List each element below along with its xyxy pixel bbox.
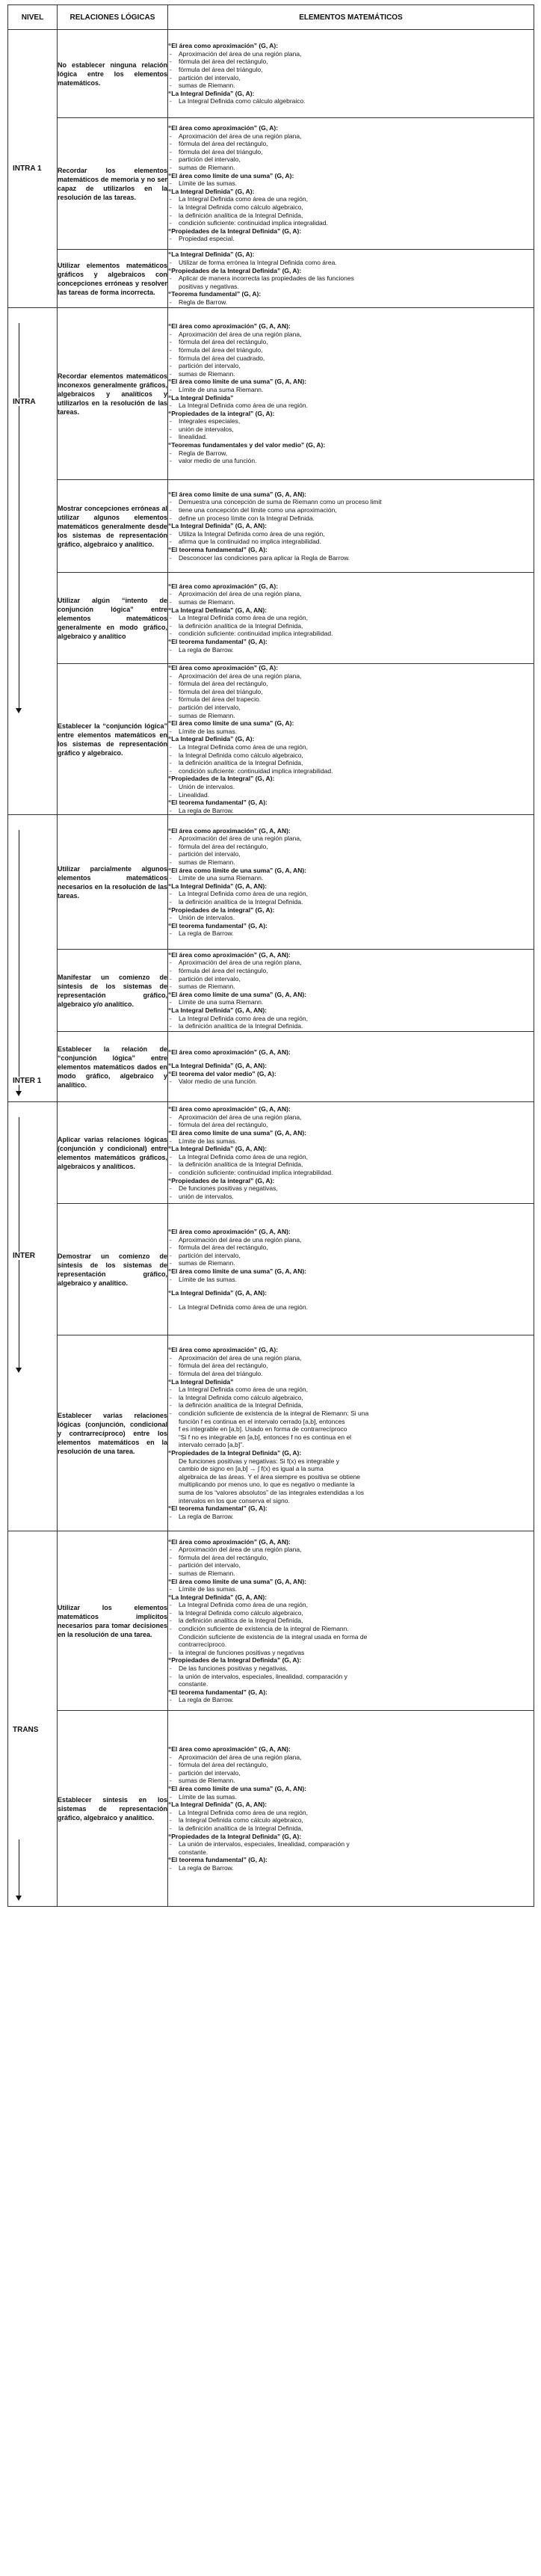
element-item: - La Integral Definida como área de una región, — [168, 1386, 534, 1394]
element-heading: “Propiedades de la Integral Definida” (G, A): — [168, 1832, 302, 1840]
relacion-logica-cell: Mostrar concepciones erróneas al utilizar algunos elementos matemáticos generalmente desde los sistemas de representación gráfico, algebraico y analítico. — [58, 480, 168, 573]
element-heading: “El área como aproximación” (G, A): — [168, 1346, 279, 1354]
element-item: - partición del intervalo, — [168, 1252, 534, 1260]
element-heading: “Teoremas fundamentales y del valor medio” (G, A): — [168, 441, 326, 449]
elementos-cell — [168, 250, 534, 308]
element-item: - Aplicar de manera incorrecta las propiedades de las funciones — [168, 274, 534, 283]
element-item: - La regla de Barrow. — [168, 1696, 534, 1704]
element-item: - partición del intervalo, — [168, 74, 534, 82]
element-item: - partición del intervalo, — [168, 850, 534, 858]
element-item: - La Integral Definida como área de una región, — [168, 1153, 534, 1161]
element-heading: “El área como aproximación” (G, A, AN): — [168, 950, 291, 959]
nivel-cell — [8, 308, 58, 815]
element-item: - la definición analítica de la Integral Definida, — [168, 622, 534, 630]
elementos-cell — [168, 573, 534, 664]
element-item: - la definición analítica de la Integral Definida, — [168, 759, 534, 767]
element-heading: “La Integral Definida” (G, A, AN): — [168, 1006, 268, 1014]
element-item: - La Integral Definida como área de una región, — [168, 1015, 534, 1023]
element-heading: “El área como aproximación” (G, A, AN): — [168, 1105, 291, 1113]
element-heading: “El área como límite de una suma” (G, A, AN): — [168, 1577, 306, 1585]
element-item: - afirma que la continuidad no implica integrabilidad. — [168, 538, 534, 546]
element-item: - La Integral Definida como área de una región, — [168, 1601, 534, 1609]
elementos-cell — [168, 1032, 534, 1102]
element-item: - La Integral Definida como área de una región, — [168, 743, 534, 751]
table-row — [8, 480, 534, 573]
element-item: - la definición analítica de la Integral Definida, — [168, 1161, 534, 1169]
element-item: - condición suficiente: continuidad implica integrabilidad. — [168, 1169, 534, 1177]
relacion-logica-cell: Recordar los elementos matemáticos de memoria y no ser capaz de utilizarlos en la resolución de las tareas. — [58, 118, 168, 250]
element-item: - fórmula del área del triángulo. — [168, 1370, 534, 1378]
element-item: - Linealidad. — [168, 791, 534, 799]
header-elementos: ELEMENTOS MATEMÁTICOS — [168, 5, 534, 30]
element-item: - Límite de las sumas. — [168, 728, 534, 736]
element-item: - fórmula del área del rectángulo, — [168, 1554, 534, 1562]
elementos-cell — [168, 664, 534, 815]
element-item: - Límite de las sumas. — [168, 179, 534, 188]
element-item: - Aproximación del área de una región plana, — [168, 1236, 534, 1244]
element-item: - la definición analítica de la Integral Definida, — [168, 1401, 534, 1410]
element-item: - Aproximación del área de una región plana, — [168, 959, 534, 967]
element-heading: “Propiedades de la integral” (G, A): — [168, 906, 275, 914]
element-item: - Unión de intervalos. — [168, 914, 534, 922]
element-item: - Aproximación del área de una región plana, — [168, 331, 534, 339]
element-item: - Valor medio de una función. — [168, 1078, 534, 1086]
relacion-logica-cell: Establecer la relación de “conjunción lógica” entre elementos matemáticos dados en modo gráfico, algebraico y analítico. — [58, 1032, 168, 1102]
element-heading: “El área como límite de una suma” (G, A, AN): — [168, 866, 306, 874]
element-item: - sumas de Riemann. — [168, 598, 534, 606]
element-item: - partición del intervalo, — [168, 1561, 534, 1570]
element-heading: “El área como aproximación” (G, A): — [168, 42, 279, 50]
element-heading: “Propiedades de la Integral Definida” (G, A): — [168, 227, 302, 235]
table-row — [8, 1102, 534, 1204]
element-item: - La Integral Definida como área de una región. — [168, 402, 534, 410]
element-item: - la definición analítica de la Integral Definida. — [168, 898, 534, 906]
element-heading: “El área como aproximación” (G, A): — [168, 124, 279, 132]
nivel-label: INTRA 1 — [13, 165, 42, 173]
element-item: Condición suficiente de existencia de la integral usada en forma de — [179, 1632, 368, 1641]
element-heading: “Propiedades de la Integral Definida” (G, A): — [168, 1448, 302, 1457]
elementos-cell — [168, 480, 534, 573]
header-nivel: NIVEL — [8, 5, 58, 30]
header-row — [8, 5, 534, 30]
elementos-cell — [168, 815, 534, 950]
nivel-cell — [8, 1102, 58, 1531]
element-item: - Integrales especiales, — [168, 417, 534, 425]
element-item: - sumas de Riemann. — [168, 370, 534, 378]
element-item: constante. — [179, 1680, 208, 1688]
element-item: - sumas de Riemann. — [168, 164, 534, 172]
element-item: - partición del intervalo, — [168, 156, 534, 164]
relacion-logica-cell: Manifestar un comienzo de síntesis de los sistemas de representación gráfico, algebraico y/o analítico. — [58, 950, 168, 1032]
element-item: - condición suficiente de existencia de la integral de Riemann: Si una — [168, 1410, 534, 1418]
element-heading: “El área como aproximación” (G, A, AN): — [168, 1537, 291, 1546]
relacion-logica-cell: Demostrar un comienzo de síntesis de los sistemas de representación gráfico, algebraico y analítico. — [58, 1204, 168, 1335]
elementos-cell — [168, 1531, 534, 1711]
element-item: - Aproximación del área de una región plana, — [168, 672, 534, 680]
element-heading: “El área como aproximación” (G, A, AN): — [168, 826, 291, 834]
table-row — [8, 1032, 534, 1102]
relacion-logica-cell: Utilizar los elementos matemáticos implícitos necesarios para tomar decisiones en la resolución de una tarea. — [58, 1531, 168, 1711]
element-item: - la Integral Definida como cálculo algebraico, — [168, 751, 534, 760]
element-heading: “La Integral Definida” (G, A): — [168, 89, 255, 97]
element-heading: “Propiedades de la integral” (G, A): — [168, 1176, 275, 1184]
element-item: - la Integral Definida como cálculo algebraico, — [168, 1394, 534, 1402]
element-item: f es integrable en [a,b]. Usado en forma de contrarrecíproco — [179, 1425, 347, 1433]
element-item: - Aproximación del área de una región plana, — [168, 132, 534, 141]
element-item: - Aproximación del área de una región plana, — [168, 834, 534, 843]
element-item: - Desconocer las condiciones para aplicar la Regla de Barrow. — [168, 554, 534, 562]
element-heading: “El teorema fundamental” (G, A): — [168, 921, 268, 929]
element-heading: “El área como aproximación” (G, A): — [168, 582, 279, 590]
element-item: - fórmula del área del triángulo, — [168, 148, 534, 156]
element-item: - fórmula del área del rectángulo, — [168, 1244, 534, 1252]
element-item: - fórmula del área del rectángulo, — [168, 338, 534, 346]
element-heading: “La Integral Definida” (G, A, AN): — [168, 882, 268, 890]
element-item: - Límite de las sumas. — [168, 1276, 534, 1284]
element-item: - La Integral Definida como cálculo algebraico. — [168, 97, 534, 105]
relacion-logica-cell: Utilizar algún “intento de conjunción lógica” entre elementos matemáticos generalmente en modo gráfico, algebraico y analítico — [58, 573, 168, 664]
element-item: - fórmula del área del rectángulo, — [168, 1761, 534, 1769]
element-item: - partición del intervalo, — [168, 362, 534, 370]
element-heading: “El área como límite de una suma” (G, A, AN): — [168, 1785, 306, 1792]
element-item: - fórmula del área del triángulo, — [168, 688, 534, 696]
element-heading: “La Integral Definida” (G, A, AN): — [168, 1593, 268, 1601]
element-item: - La Integral Definida como área de una región, — [168, 614, 534, 622]
elementos-cell — [168, 1204, 534, 1335]
element-item: constante. — [179, 1848, 208, 1856]
element-item: - Límite de una suma Riemann. — [168, 998, 534, 1006]
element-item: - sumas de Riemann. — [168, 1570, 534, 1578]
table-row — [8, 664, 534, 815]
element-item: - La unión de intervalos, especiales, linealidad, comparación y — [168, 1840, 534, 1848]
table-row — [8, 1335, 534, 1531]
element-item: - fórmula del área del rectángulo, — [168, 1121, 534, 1129]
element-item: - la definición analítica de la Integral Definida, — [168, 1825, 534, 1833]
table-row — [8, 1204, 534, 1335]
element-item — [168, 1283, 534, 1289]
element-heading: “El área como aproximación” (G, A, AN): — [168, 1745, 291, 1753]
element-item: “Si f no es integrable en [a,b], entonces f no es continua en el — [179, 1433, 352, 1441]
element-heading: “El área como límite de una suma” (G, A, AN): — [168, 1267, 306, 1276]
element-heading: “El área como aproximación” (G, A, AN): — [168, 1048, 291, 1056]
elementos-cell — [168, 950, 534, 1032]
element-heading: “La Integral Definida” (G, A): — [168, 187, 255, 195]
element-item: - Aproximación del área de una región plana, — [168, 1753, 534, 1762]
elementos-cell — [168, 1335, 534, 1531]
nivel-label: TRANS — [13, 1726, 39, 1735]
relacion-logica-cell: Establecer varias relaciones lógicas (conjunción, condicional y contrarrecíproco) entre los elementos matemáticos en la resolución de una tarea. — [58, 1335, 168, 1531]
element-item: - fórmula del área del rectángulo, — [168, 967, 534, 975]
element-item: función f es continua en el intervalo cerrado [a,b], entonces — [179, 1417, 345, 1425]
relacion-logica-cell: No establecer ninguna relación lógica entre los elementos matemáticos. — [58, 30, 168, 118]
element-item: - partición del intervalo, — [168, 704, 534, 712]
element-heading: “El área como aproximación” (G, A, AN): — [168, 322, 291, 331]
element-item: - linealidad. — [168, 433, 534, 441]
element-item: - condición suficiente de existencia de la integral de Riemann. — [168, 1625, 534, 1633]
element-item: - La Integral Definida como área de una región. — [168, 1303, 534, 1312]
element-heading: “Propiedades de la integral” (G, A): — [168, 409, 275, 417]
element-heading: “El teorema fundamental” (G, A): — [168, 637, 268, 645]
relacion-logica-cell: Establecer síntesis en los sistemas de representación gráfico, algebraico y analítico. — [58, 1711, 168, 1907]
element-item: - Regla de Barrow, — [168, 449, 534, 458]
table-row — [8, 1711, 534, 1907]
element-item: - Utilizar de forma errónea la Integral Definida como área. — [168, 259, 534, 267]
element-item: - partición del intervalo, — [168, 1769, 534, 1777]
relacion-logica-cell: Establecer la “conjunción lógica” entre elementos matemáticos en los sistemas de representación gráfico y algebraico. — [58, 664, 168, 815]
element-item: intervalos en los que conserva el signo. — [179, 1496, 290, 1504]
element-heading: “La Integral Definida” (G, A): — [168, 250, 255, 259]
element-item: - fórmula del área del rectángulo, — [168, 140, 534, 148]
element-item: - unión de intervalos. — [168, 1193, 534, 1201]
elementos-cell — [168, 1711, 534, 1907]
element-item: - La Integral Definida como área de una región, — [168, 195, 534, 203]
element-item: - Aproximación del área de una región plana, — [168, 50, 534, 58]
element-item: - Regla de Barrow. — [168, 298, 534, 307]
table-row — [8, 308, 534, 480]
element-heading: “El área como límite de una suma” (G, A): — [168, 171, 294, 179]
element-heading: “Teorema fundamental” (G, A): — [168, 290, 262, 298]
element-heading: “La Integral Definida” (G, A, AN): — [168, 1801, 268, 1809]
element-heading: “El área como aproximación” (G, A, AN): — [168, 1228, 291, 1236]
element-heading: “El teorema del valor medio” (G, A): — [168, 1069, 276, 1078]
element-item: suma de los “valores absolutos” de las integrales extendidas a los — [179, 1488, 365, 1496]
element-item: - La regla de Barrow. — [168, 1513, 534, 1521]
element-item: - La regla de Barrow. — [168, 1864, 534, 1872]
element-item: - la definición analítica de la Integral Definida. — [168, 1022, 534, 1030]
element-heading: “La Integral Definida” (G, A, AN): — [168, 1289, 268, 1297]
element-heading: “Propiedades de la Integral Definida” (G, A): — [168, 266, 302, 274]
element-heading: “El área como límite de una suma” (G, A, AN): — [168, 490, 306, 498]
header-relaciones: RELACIONES LÓGICAS — [58, 5, 168, 30]
element-item: - Aproximación del área de una región plana, — [168, 1354, 534, 1362]
element-item: - Límite de las sumas. — [168, 1137, 534, 1146]
element-item: - La regla de Barrow. — [168, 929, 534, 938]
element-heading: “Propiedades de la Integral” (G, A): — [168, 775, 275, 783]
element-item: - fórmula del área del rectángulo, — [168, 843, 534, 851]
element-item: - Aproximación del área de una región plana, — [168, 1113, 534, 1122]
element-heading: “El área como límite de una suma” (G, A, AN): — [168, 990, 306, 998]
element-item: - La Integral Definida como área de una región, — [168, 890, 534, 898]
relacion-logica-cell: Utilizar parcialmente algunos elementos matemáticos necesarios en la resolución de las tareas. — [58, 815, 168, 950]
element-item: De funciones positivas y negativas: Si f(x) es integrable y — [179, 1457, 339, 1465]
element-item: - partición del intervalo, — [168, 975, 534, 983]
element-item: - tiene una concepción del límite como una aproximación, — [168, 506, 534, 514]
nivel-label: INTER — [13, 1252, 35, 1261]
element-item: - Demuestra una concepción de suma de Riemann como un proceso limit — [168, 498, 534, 506]
levels-table — [7, 4, 534, 1907]
elementos-cell — [168, 308, 534, 480]
element-item — [168, 1297, 534, 1303]
nivel-cell — [8, 815, 58, 1102]
element-item: - valor medio de una función. — [168, 457, 534, 465]
element-item: - Unión de intervalos. — [168, 783, 534, 791]
element-item: - la definición analítica de la Integral Definida, — [168, 212, 534, 220]
element-item: positivas y negativas. — [179, 282, 239, 290]
element-item: - De las funciones positivas y negativas, — [168, 1664, 534, 1673]
element-item: - Límite de las sumas. — [168, 1585, 534, 1593]
element-item: - fórmula del área del rectángulo, — [168, 1362, 534, 1370]
element-item: - define un proceso límite con la Integral Definida. — [168, 514, 534, 523]
element-item: - condición suficiente: continuidad implica integrabilidad. — [168, 767, 534, 775]
element-heading: “La Integral Definida” (G, A, AN): — [168, 1145, 268, 1153]
element-heading: “El teorema fundamental” (G, A): — [168, 1504, 268, 1513]
element-heading: “El área como límite de una suma” (G, A, AN): — [168, 378, 306, 386]
element-item: - la Integral Definida como cálculo algebraico, — [168, 1816, 534, 1825]
element-item: - Aproximación del área de una región plana, — [168, 590, 534, 598]
element-item: - sumas de Riemann. — [168, 82, 534, 90]
element-item: - Utiliza la Integral Definida como área de una región, — [168, 530, 534, 538]
element-item: intervalo cerrado [a,b]”. — [179, 1441, 244, 1449]
element-item: - fórmula del área del rectángulo, — [168, 680, 534, 688]
element-item: - condición suficiente: continuidad implica integralidad. — [168, 219, 534, 227]
element-item: - sumas de Riemann. — [168, 1777, 534, 1785]
element-heading: “El área como límite de una suma” (G, A, AN): — [168, 1129, 306, 1137]
table-row — [8, 30, 534, 118]
table-row — [8, 815, 534, 950]
nivel-label: INTER 1 — [13, 1077, 42, 1086]
relacion-logica-cell: Utilizar elementos matemáticos gráficos y algebraicos con concepciones erróneas y resolver las tareas de forma incorrecta. — [58, 250, 168, 308]
elementos-cell — [168, 30, 534, 118]
table-row — [8, 573, 534, 664]
elementos-cell — [168, 1102, 534, 1204]
element-item: - Propiedad especial. — [168, 235, 534, 243]
element-item: - sumas de Riemann. — [168, 712, 534, 720]
relacion-logica-cell: Recordar elementos matemáticos inconexos generalmente gráficos, algebraicos y analíticos y utilizarlos en la resolución de las tareas. — [58, 308, 168, 480]
element-heading: “La Integral Definida” (G, A, AN): — [168, 606, 268, 614]
element-item: - sumas de Riemann. — [168, 858, 534, 867]
table-row — [8, 118, 534, 250]
element-heading: “Propiedades de la Integral Definida” (G, A): — [168, 1656, 302, 1664]
element-item: - fórmula del área del rectángulo, — [168, 58, 534, 66]
element-item: - la unión de intervalos, especiales, linealidad, comparación y — [168, 1673, 534, 1681]
element-heading: “El teorema fundamental” (G, A): — [168, 545, 268, 553]
element-item: - La regla de Barrow. — [168, 807, 534, 815]
element-item: - fórmula del área del triángulo, — [168, 66, 534, 74]
element-item: - unión de intervalos, — [168, 425, 534, 434]
element-item: - la Integral Definida como cálculo algebraico, — [168, 1609, 534, 1617]
element-item: - fórmula del área del trapecio. — [168, 695, 534, 704]
element-heading: “El teorema fundamental” (G, A): — [168, 1856, 268, 1864]
element-heading: “La Integral Definida” — [168, 1377, 234, 1386]
element-item: - Límite de una suma Riemann. — [168, 386, 534, 394]
element-item: - Límite de las sumas. — [168, 1793, 534, 1801]
element-heading: “El área como aproximación” (G, A): — [168, 664, 279, 671]
element-item: - condición suficiente: continuidad implica integrabilidad. — [168, 630, 534, 638]
element-item: - fórmula del área del triángulo, — [168, 346, 534, 354]
element-item: - La regla de Barrow. — [168, 646, 534, 654]
element-heading: “La Integral Definida” (G, A, AN): — [168, 1062, 268, 1070]
element-heading: “El teorema fundamental” (G, A): — [168, 1688, 268, 1696]
elementos-cell — [168, 118, 534, 250]
nivel-label: INTRA — [13, 398, 36, 406]
element-heading: “El área como límite de una suma” (G, A): — [168, 719, 294, 728]
element-item — [168, 1056, 534, 1062]
element-heading: “La Integral Definida” — [168, 393, 234, 402]
element-item: - Límite de una suma Riemann. — [168, 874, 534, 882]
element-heading: “El teorema fundamental” (G, A): — [168, 799, 268, 807]
element-item: - sumas de Riemann. — [168, 1259, 534, 1267]
element-item: cambio de signo en [a,b] → ∫ f(x) es igual a la suma — [179, 1465, 324, 1473]
element-item: - La Integral Definida como área de una región, — [168, 1809, 534, 1817]
element-item: - sumas de Riemann. — [168, 983, 534, 991]
element-heading: “La Integral Definida” (G, A, AN): — [168, 522, 268, 530]
relacion-logica-cell: Aplicar varias relaciones lógicas (conjunción y condicional) entre elementos matemáticos gráficos, algebraicos y analíticos. — [58, 1102, 168, 1204]
element-item: - la definición analítica de la Integral Definida, — [168, 1617, 534, 1625]
table-row — [8, 250, 534, 308]
element-item: - fórmula del área del cuadrado, — [168, 354, 534, 363]
nivel-cell — [8, 30, 58, 308]
element-item: contrarrecíproco. — [179, 1641, 227, 1649]
element-item: - la Integral Definida como cálculo algebraico, — [168, 203, 534, 212]
table-row — [8, 950, 534, 1032]
element-heading: “La Integral Definida” (G, A): — [168, 735, 255, 743]
element-item: - Aproximación del área de una región plana, — [168, 1546, 534, 1554]
element-item: - la integral de funciones positivas y negativas — [168, 1649, 534, 1657]
element-item: algebraica de las áreas. Y el área siempre es positiva se obtiene — [179, 1472, 361, 1481]
table-row — [8, 1531, 534, 1711]
nivel-cell — [8, 1531, 58, 1907]
element-item: multiplicando por menos uno, lo que es negativo o mediante la — [179, 1481, 355, 1489]
element-item: - De funciones positivas y negativas, — [168, 1184, 534, 1193]
